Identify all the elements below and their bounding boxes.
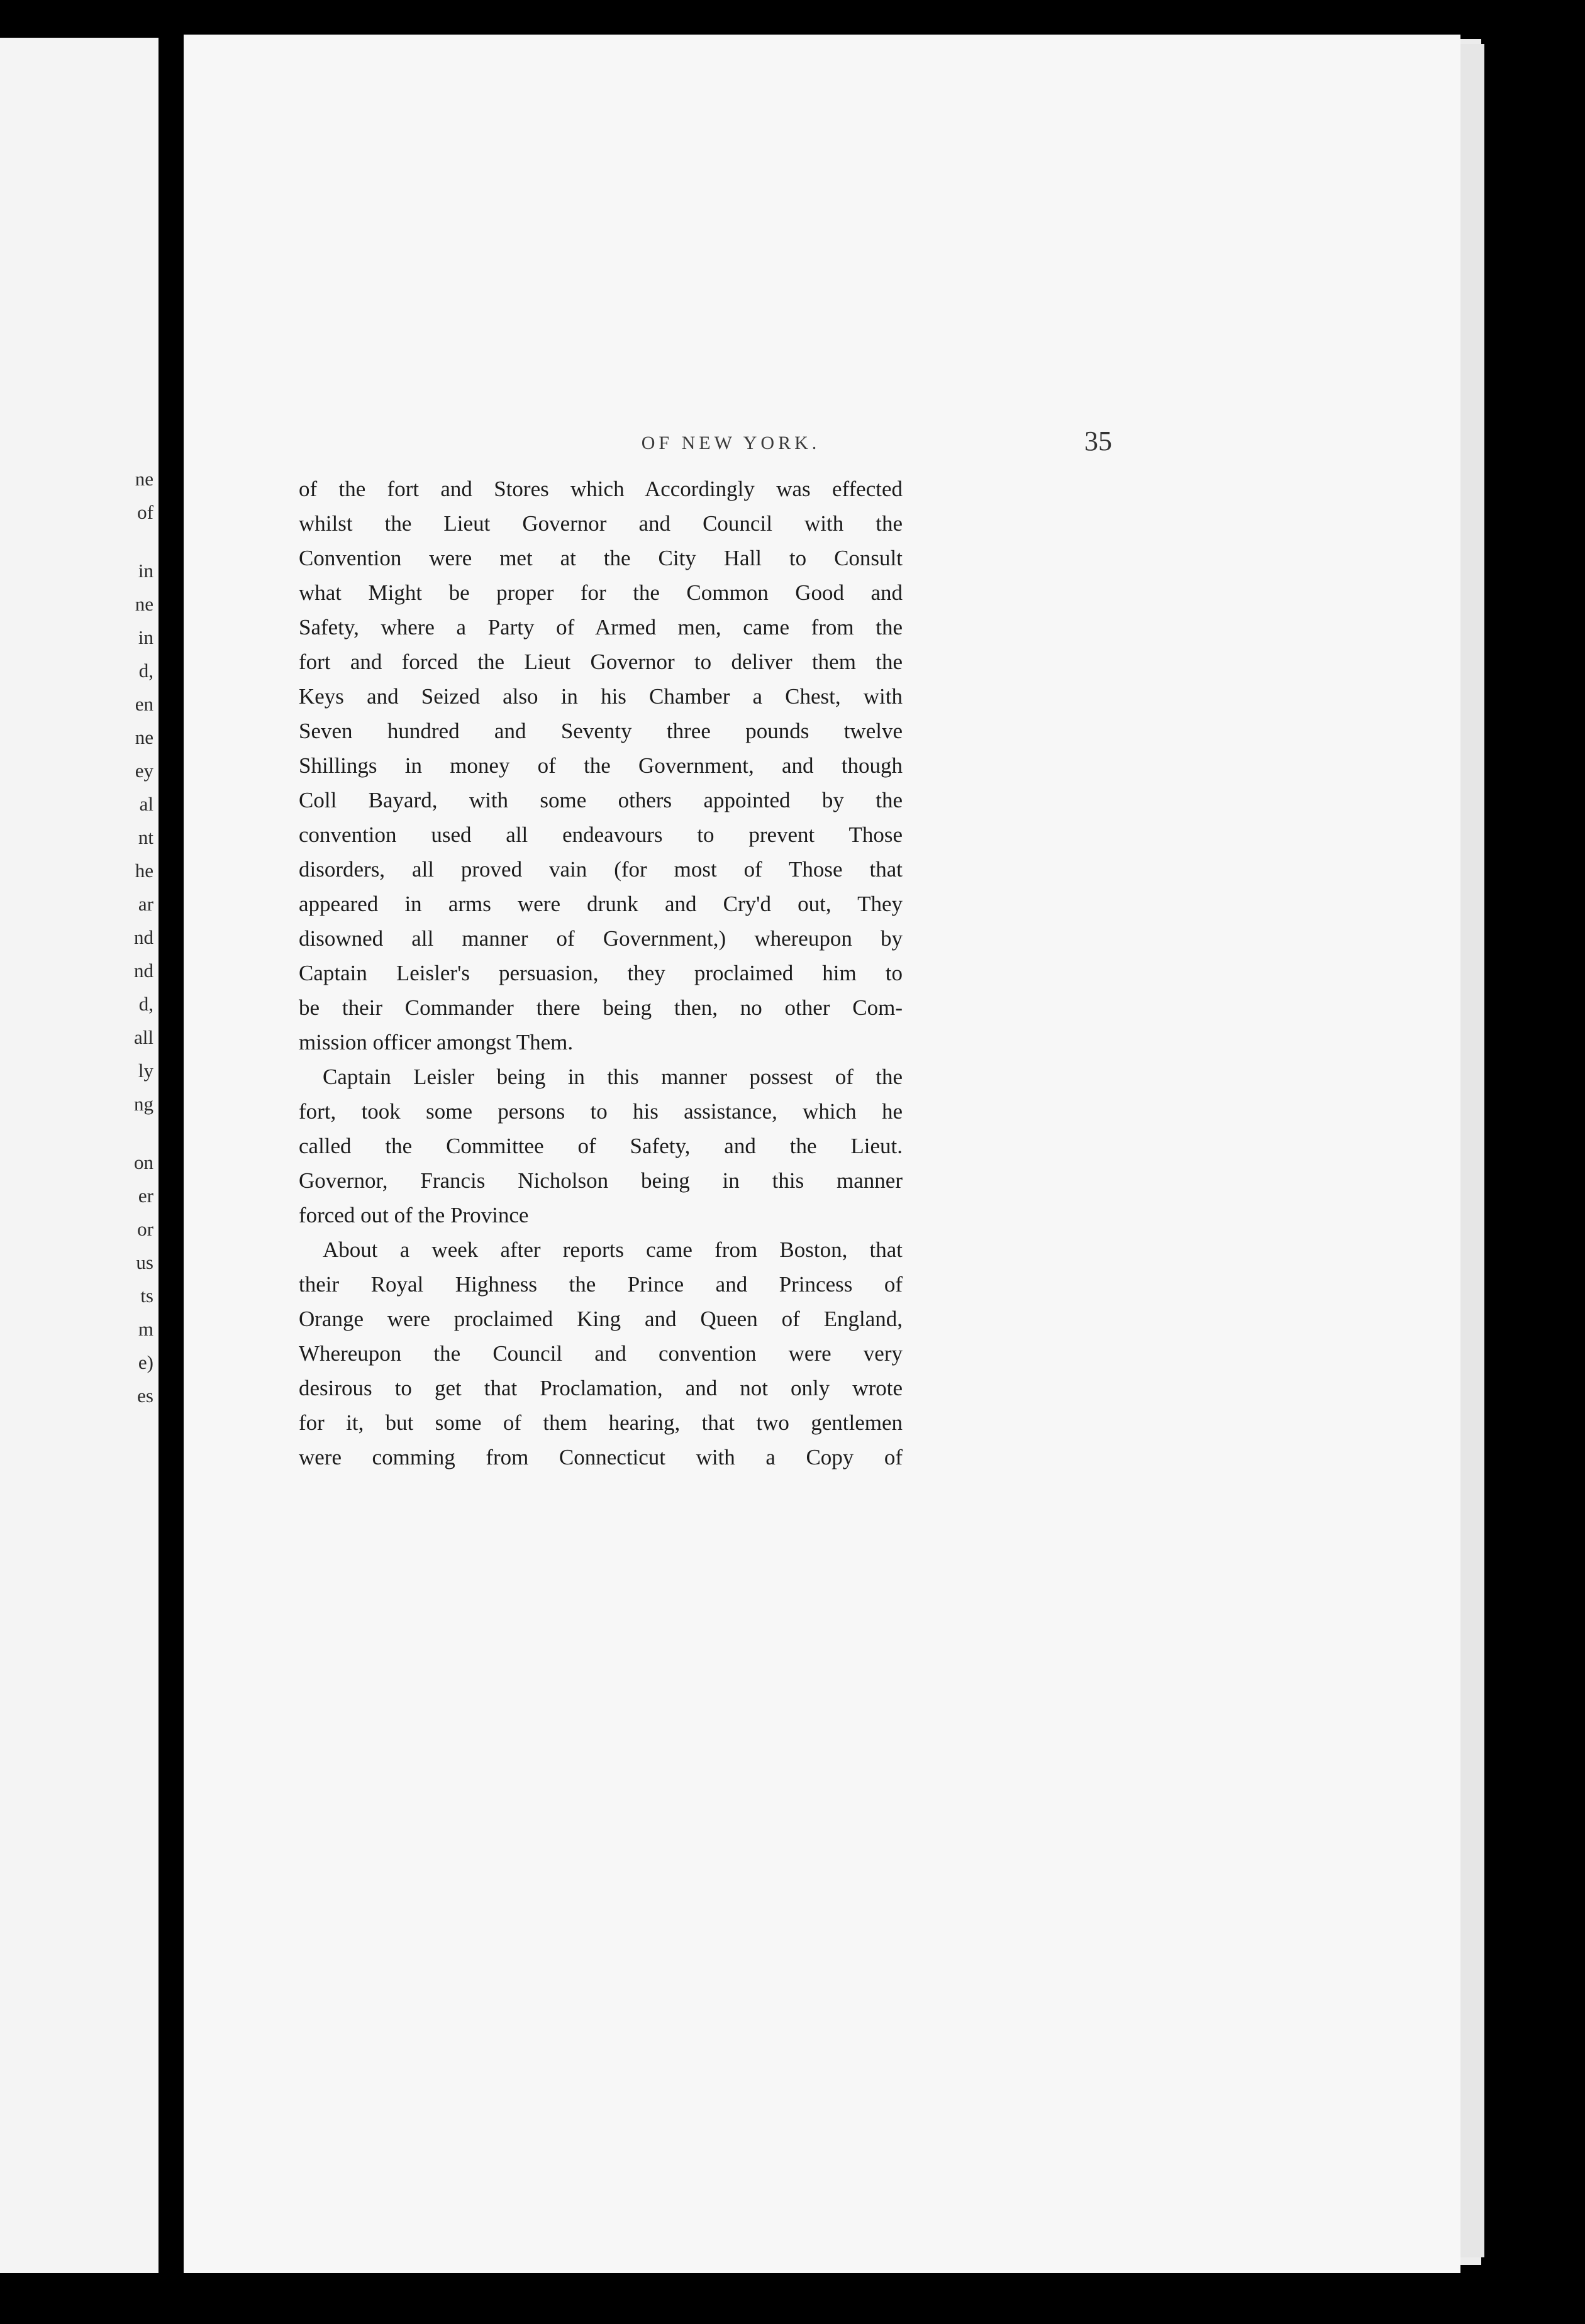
line-fragment: all <box>134 1026 153 1048</box>
text-line: fort, took some persons to his assistance, which he <box>299 1099 903 1124</box>
text-line: what Might be proper for the Common Good and <box>299 580 903 605</box>
line-fragment: nt <box>138 826 153 848</box>
text-line: Orange were proclaimed King and Queen of England, <box>299 1307 903 1331</box>
page-number: 35 <box>1084 426 1112 456</box>
text-line: fort and forced the Lieut Governor to deliver them the <box>299 650 903 674</box>
body-text <box>299 472 903 1475</box>
line-fragment: on <box>134 1151 153 1173</box>
text-line: mission officer amongst Them. <box>299 1030 574 1054</box>
text-line: convention used all endeavours to prevent Those <box>299 822 903 847</box>
line-fragment: ne <box>135 468 153 490</box>
line-fragment: of <box>137 501 153 523</box>
left-page-line-endings <box>78 462 153 1412</box>
left-facing-page <box>0 38 158 2273</box>
line-fragment: es <box>137 1385 153 1407</box>
line-fragment: d, <box>138 993 153 1015</box>
text-line: Convention were met at the City Hall to Consult <box>299 546 903 570</box>
line-fragment: us <box>136 1251 153 1273</box>
text-line: Seven hundred and Seventy three pounds twelve <box>299 719 903 743</box>
line-fragment: in <box>138 560 153 582</box>
text-line: whilst the Lieut Governor and Council with the <box>299 511 903 536</box>
text-line: Whereupon the Council and convention were very <box>299 1341 903 1366</box>
text-line: desirous to get that Proclamation, and not only wrote <box>299 1376 903 1400</box>
text-line: Keys and Seized also in his Chamber a Chest, with <box>299 684 903 709</box>
line-fragment: al <box>139 793 153 815</box>
line-fragment <box>78 1120 153 1146</box>
line-fragment: ne <box>135 593 153 615</box>
line-fragment: e) <box>138 1351 153 1373</box>
text-line: Safety, where a Party of Armed men, came from the <box>299 615 903 639</box>
line-fragment: ts <box>140 1285 153 1307</box>
page-header <box>511 421 1115 472</box>
text-line: Governor, Francis Nicholson being in this manner <box>299 1168 903 1193</box>
text-line: appeared in arms were drunk and Cry'd out, They <box>299 892 903 916</box>
text-line: Shillings in money of the Government, and though <box>299 753 903 778</box>
line-fragment: he <box>135 860 153 882</box>
line-fragment: ne <box>135 726 153 748</box>
text-line: be their Commander there being then, no other Com- <box>299 995 903 1020</box>
running-head: OF NEW YORK. <box>641 433 821 453</box>
line-fragment: ng <box>134 1093 153 1115</box>
text-line: were comming from Connecticut with a Copy of <box>299 1445 903 1469</box>
text-line: Coll Bayard, with some others appointed by the <box>299 788 903 812</box>
line-fragment: in <box>138 626 153 648</box>
line-fragment: er <box>138 1185 153 1207</box>
text-line: for it, but some of them hearing, that two gentlemen <box>299 1410 903 1435</box>
text-line: disowned all manner of Government,) whereupon by <box>299 926 903 951</box>
line-fragment: or <box>137 1218 153 1240</box>
line-fragment: en <box>135 693 153 715</box>
text-line: their Royal Highness the Prince and Princess of <box>299 1272 903 1297</box>
line-fragment: ar <box>138 893 153 915</box>
line-fragment: ey <box>135 760 153 782</box>
line-fragment: nd <box>134 960 153 982</box>
line-fragment: m <box>138 1318 153 1340</box>
text-line: of the fort and Stores which Accordingly was effected <box>299 477 903 501</box>
line-fragment: d, <box>138 660 153 682</box>
line-fragment <box>78 529 153 554</box>
line-fragment: ly <box>138 1060 153 1082</box>
text-line: Captain Leisler's persuasion, they proclaimed him to <box>299 961 903 985</box>
text-line: About a week after reports came from Boston, that <box>323 1237 903 1262</box>
text-line: disorders, all proved vain (for most of Those that <box>299 857 903 882</box>
line-fragment: nd <box>134 926 153 948</box>
book-page <box>184 35 1460 2273</box>
text-line: forced out of the Province <box>299 1203 529 1227</box>
text-line: called the Committee of Safety, and the Lieut. <box>299 1134 903 1158</box>
text-line: Captain Leisler being in this manner possest of the <box>323 1065 903 1089</box>
